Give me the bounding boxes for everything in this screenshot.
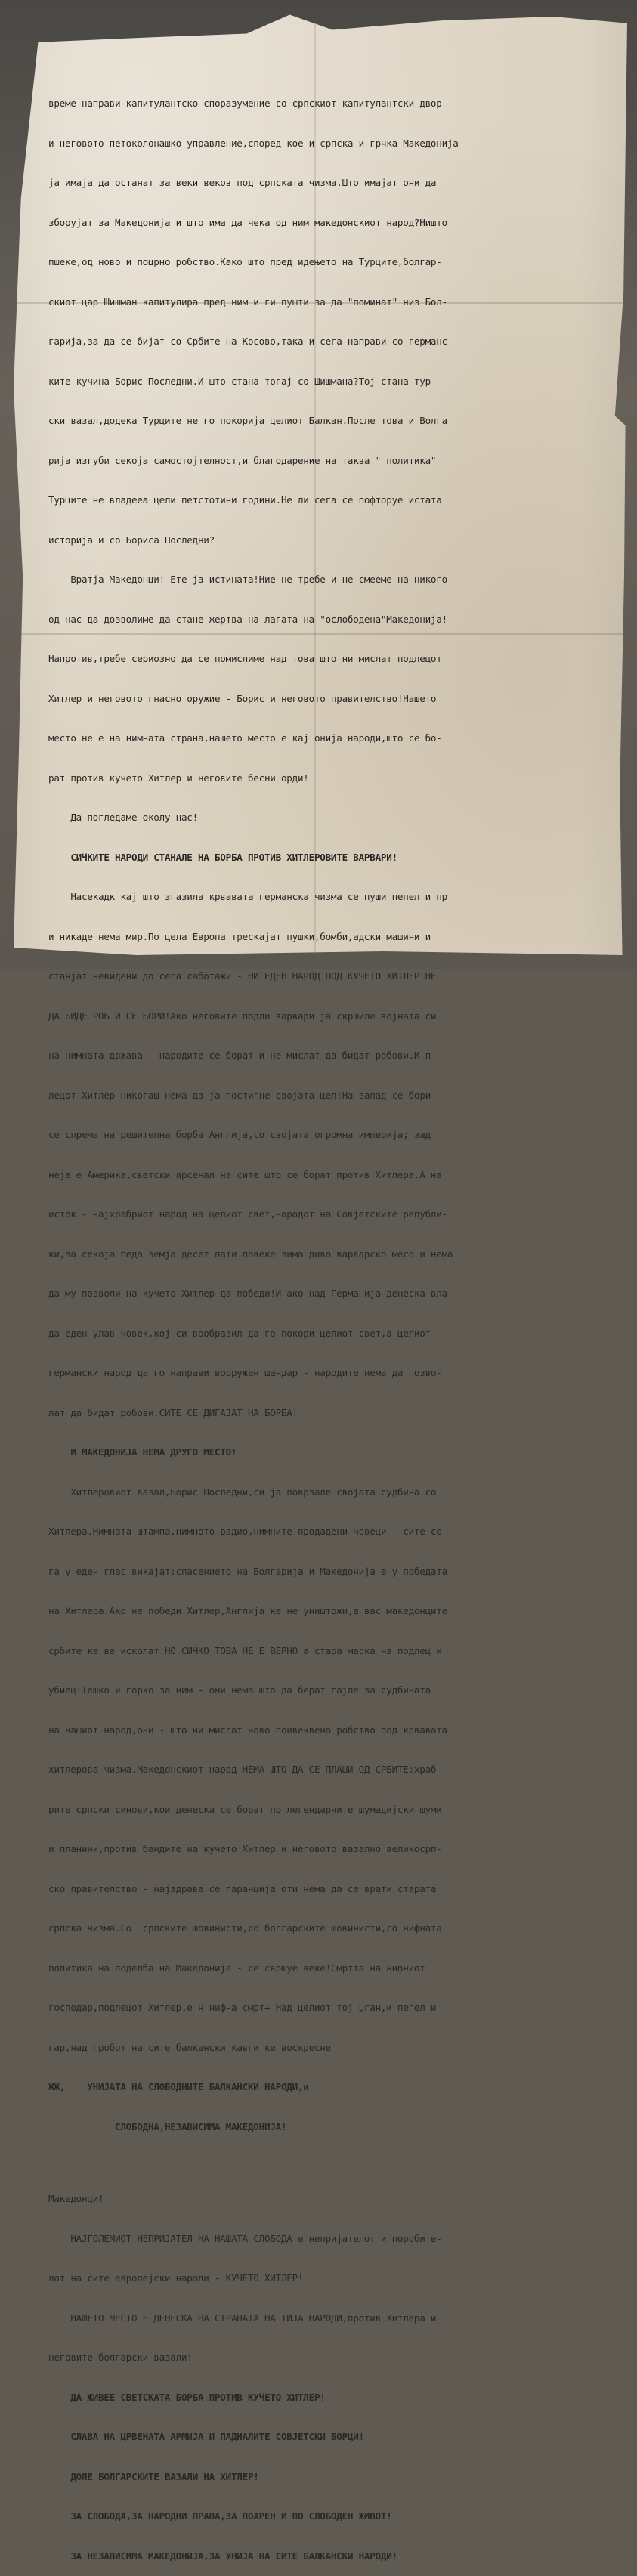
text-line: ДА БИДЕ РОБ И СЕ БОРИ!Ако неговите подли варвари ја скршиле војната си: [48, 1010, 437, 1022]
text-line: ски вазал,додека Турците не го покорија целиот Балкан.После това и Волга: [48, 415, 447, 426]
text-line: и неговото петоколонашко управление,според кое и српска и грчка Македонија: [48, 137, 459, 149]
text-line: Хитлера.Нимната штампа,нимното радио,нимните продадени човеци - сите се-: [48, 1526, 447, 1537]
slogan-line: ЖЖ, УНИЈАТА НА СЛОБОДНИТЕ БАЛКАНСКИ НАРОДИ,и: [48, 2081, 309, 2092]
text-line: Вратја Македонци! Ете ја истината!Ние не требе и не смееме на никого: [48, 574, 447, 585]
text-line: неговите болгарски вазали!: [48, 2352, 193, 2363]
text-line: се спрема на решителна борба Англија,со својата огромна империја; зад: [48, 1129, 431, 1140]
leaflet-body-text: [48, 70, 630, 2576]
text-line: лецот Хитлер никогаш нема да ја постигне својата цел:На запад се бори: [48, 1089, 431, 1101]
text-line: зборујат за Македонија и што има да чека од ним македонскиот народ?Ништо: [48, 216, 447, 228]
text-line: ја имаја да останат за веки веков под српската чизма.Што имајат они да: [48, 177, 437, 188]
slogan-line: ЗА СЛОБОДА,ЗА НАРОДНИ ПРАВА,ЗА ПОАРЕН И ПО СЛОБОДЕН ЖИВОТ!: [48, 2510, 392, 2522]
text-line: од нас да дозволиме да стане жертва на лагата на "ослободена"Македонија!: [48, 613, 447, 625]
text-line: гарија,за да се бијат со Србите на Косово,така и сега направи со германс-: [48, 336, 453, 347]
text-line: исток - најхрабриот народ на целиот свет,народот на Совјетските републи-: [48, 1208, 447, 1220]
slogan-line: ДА ЖИВЕЕ СВЕТСКАТА БОРБА ПРОТИВ КУЧЕТО ХИТЛЕР!: [48, 2391, 326, 2403]
salutation: Македонци!: [48, 2193, 104, 2204]
text-line: и никаде нема мир.По цела Европа трескајат пушки,бомби,адски машини и: [48, 930, 431, 942]
text-line: рите српски синови,кои денеска се борат по легендарните шумадијски шуми: [48, 1803, 442, 1815]
paragraph-gap: [48, 2160, 630, 2166]
slogan-line: СЛОБОДНА,НЕЗАВИСИМА МАКЕДОНИЈА!: [48, 2120, 287, 2132]
text-line: на Хитлера.Ако не победи Хитлер,Англија ке не уништожи,а вас македонците: [48, 1605, 447, 1616]
text-line: рија изгуби секоја самостојтелност,и благодарение на таква " политика": [48, 454, 437, 466]
slogan-line: СЛАВА НА ЦРВЕНАТА АРМИЈА И ПАДНАЛИТЕ СОВЈЕТСКИ БОРЦИ!: [48, 2431, 364, 2442]
text-line: рат против кучето Хитлер и неговите бесни орди!: [48, 772, 309, 784]
text-line: лат да бидат робови.СИТЕ СЕ ДИГАЈАТ НА БОРБА!: [48, 1406, 298, 1418]
text-line: неја е Америка,светски арсенал на сите што се борат против Хитлера.А на: [48, 1168, 442, 1180]
text-line: на нашиот народ,они - што ни мислат ново поивеквено робство под крвавата: [48, 1724, 447, 1736]
section-heading: И МАКЕДОНИЈА НЕМА ДРУГО МЕСТО!: [48, 1446, 237, 1458]
text-line: ки,за секоја педа земја десет пати повеке зима диво варварско месо и нема: [48, 1248, 453, 1260]
text-line: скиот цар Шишман капитулира пред ним и ги пушти за да "поминат" низ Бол-: [48, 295, 447, 308]
text-line: пшеке,од ново и поцрно робство.Како што пред идењето на Турците,болгар-: [48, 256, 442, 267]
text-line: га у еден глас викајат:спасението на Болгарија и Македонија е у победата: [48, 1565, 447, 1577]
text-line: на нимната држава - народите се борат и не мислат да бидат робови.И п: [48, 1050, 431, 1061]
text-line: убиец!Тешко и горко за ним - они нема што да берат гајле за судбината: [48, 1684, 431, 1696]
text-line: да му позволи на кучето Хитлер да победи!И ако над Германија денеска вла: [48, 1288, 447, 1299]
section-heading: СИЧКИТЕ НАРОДИ СТАНАЛЕ НА БОРБА ПРОТИВ ХИТЛЕРОВИТЕ ВАРВАРИ!: [48, 851, 397, 863]
text-line: ките кучина Борис Последни.И што стана тогај со Шишмана?Тој стана тур-: [48, 375, 437, 387]
text-line: и планини,против бандите на кучето Хитлер и неговото вазално великосрп-: [48, 1843, 442, 1854]
text-line: хитлерова чизма.Македонскиот народ НЕМА ШТО ДА СЕ ПЛАШИ ОД СРБИТЕ:храб-: [48, 1764, 442, 1775]
text-line: политика на поделба на Македонија - се свршуе веке!Смртта на нифниот: [48, 1962, 425, 1974]
text-line: да еден улав човек,кој си вообразил да го покори целиот свет,а целиот: [48, 1327, 431, 1339]
text-line: гар,над гробот на сите балкански кавги ке воскресне: [48, 2041, 331, 2053]
text-line: господар,подлецот Хитлер,е н нифна смрт+ Над целиот тој џган,и пепел и: [48, 2002, 437, 2013]
text-line: историја и со Бориса Последни?: [48, 533, 215, 546]
text-line: НАЈГОЛЕМИОТ НЕПРИЈАТЕЛ НА НАШАТА СЛОБОДА е непријателот и поробите-: [48, 2232, 442, 2244]
text-line: ско правителство - најздрава се гаранција оти нема да се врати старата: [48, 1882, 437, 1894]
text-line: лот на сите европејски народи - КУЧЕТО ХИТЛЕР!: [48, 2272, 304, 2284]
text-line: време направи капитулантско споразумение со српскиот капитулантски двор: [48, 97, 442, 109]
text-line: НАШЕТО МЕСТО Е ДЕНЕСКА НА СТРАНАТА НА ТИЈА НАРОДИ,против Хитлера и: [48, 2312, 437, 2324]
slogan-line: ЗА НЕЗАВИСИМА МАКЕДОНИЈА,ЗА УНИЈА НА СИТЕ БАЛКАНСКИ НАРОДИ!: [48, 2550, 397, 2562]
text-line: Насекадк кај што згазила крвавата германска чизма се пуши пепел и пр: [48, 891, 447, 902]
text-line: станјат невидени до сега саботажи - НИ ЕДЕН НАРОД ПОД КУЧЕТО ХИТЛЕР НЕ: [48, 970, 437, 982]
text-line: Хитлеровиот вазал,Борис Последни,си ја поврзале својата судбина со: [48, 1486, 437, 1498]
text-line: србите ке ве исколат.НО СИЧКО ТОВА НЕ Е ВЕРНО а стара маска на подлец и: [48, 1644, 442, 1656]
text-line: германски народ да го направи вооружен шандар - народите нема да позво-: [48, 1367, 442, 1378]
text-line: Напротив,требе сериозно да се помислиме над това што ни мислат подлецот: [48, 653, 442, 664]
text-line: место не е на нимната страна,нашето место е кај онија народи,што се бо-: [48, 732, 442, 744]
text-line: Да погледаме околу нас!: [48, 812, 198, 823]
slogan-line: ДОЛЕ БОЛГАРСКИТЕ ВАЗАЛИ НА ХИТЛЕР!: [48, 2470, 259, 2482]
text-line: српска чизма.Со српските шовинисти,со болгарските шовинисти,со нифната: [48, 1922, 442, 1934]
text-line: Хитлер и неговото гнасно оружие - Борис и неговото правителство!Нашето: [48, 692, 437, 704]
text-line: Турците не владееа цели петстотини години.Не ли сега се пофторуе истата: [48, 494, 442, 506]
